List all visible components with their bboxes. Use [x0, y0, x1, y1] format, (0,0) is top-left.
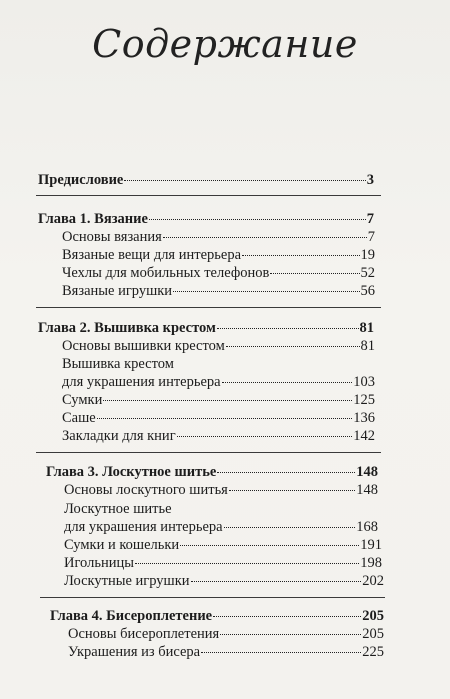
dot-leader: [103, 399, 352, 401]
toc-entry-page: 225: [362, 644, 384, 660]
toc-entry-label: для украшения интерьера: [64, 519, 223, 535]
toc-entry-label-line1: Вышивка крестом: [62, 356, 174, 372]
chapter-page: 7: [366, 211, 374, 227]
toc-entry-page: 191: [360, 537, 382, 553]
toc-entry-page: 136: [353, 410, 375, 426]
dot-leader: [226, 345, 360, 347]
toc-entry: [62, 282, 375, 300]
toc-entry-label: Украшения из бисера: [68, 644, 201, 660]
toc-entry-page: 168: [356, 519, 378, 535]
toc-entry-page: 148: [356, 482, 378, 498]
toc-entry-label: Основы вязания: [62, 229, 162, 245]
dot-leader: [270, 272, 359, 274]
toc-entry: [64, 518, 378, 536]
toc-entry: [62, 264, 375, 282]
chapter-page: 205: [362, 608, 384, 624]
toc-entry-page: 202: [362, 573, 384, 589]
dot-leader: [97, 417, 353, 419]
toc-entry-page: 142: [353, 428, 375, 444]
toc-entry-label: Лоскутные игрушки: [64, 573, 190, 589]
toc-entry: [62, 373, 375, 391]
dot-leader: [242, 254, 360, 256]
toc-entry-page: 56: [360, 283, 375, 299]
divider: [40, 597, 385, 598]
toc-entry-page: 205: [362, 626, 384, 642]
toc-entry-label: Саше: [62, 410, 96, 426]
chapter-label: Глава 4. Бисероплетение: [50, 608, 213, 624]
divider: [36, 452, 381, 453]
toc-chapter-3: [46, 463, 378, 481]
chapter-page: 148: [356, 464, 378, 480]
dot-leader: [217, 327, 359, 329]
dot-leader: [124, 179, 365, 181]
page-title: Содержание: [92, 22, 358, 66]
divider: [36, 195, 381, 196]
toc-entry-label: Сумки: [62, 392, 103, 408]
toc-entry-page: 52: [360, 265, 375, 281]
dot-leader: [222, 381, 353, 383]
toc-entry-page: 3: [366, 172, 374, 188]
toc-entry-label: Основы бисероплетения: [68, 626, 220, 642]
dot-leader: [224, 526, 356, 528]
dot-leader: [149, 218, 366, 220]
toc-entry: [64, 554, 382, 572]
chapter-page: 81: [359, 320, 374, 336]
toc-entry: [62, 409, 375, 427]
toc-entry-label: Предисловие: [38, 172, 124, 188]
toc-entry-label: Чехлы для мобильных телефонов: [62, 265, 270, 281]
toc-entry-page: 125: [353, 392, 375, 408]
toc-entry-label: Игольницы: [64, 555, 134, 571]
dot-leader: [180, 544, 359, 546]
dot-leader: [213, 615, 361, 617]
dot-leader: [173, 290, 359, 292]
divider: [36, 307, 381, 308]
toc-entry: [62, 246, 375, 264]
chapter-label: Глава 3. Лоскутное шитье: [46, 464, 217, 480]
toc-entry: [62, 228, 375, 246]
dot-leader: [229, 489, 355, 491]
toc-entry-label: Закладки для книг: [62, 428, 176, 444]
dot-leader: [177, 435, 353, 437]
dot-leader: [135, 562, 359, 564]
toc-entry: [64, 481, 378, 499]
toc-chapter-4: [50, 607, 384, 625]
toc-entry-page: 198: [360, 555, 382, 571]
toc-entry-label: Вязаные игрушки: [62, 283, 173, 299]
toc-entry-label: Основы вышивки крестом: [62, 338, 225, 354]
dot-leader: [163, 236, 367, 238]
toc-entry: [62, 337, 375, 355]
toc-entry-label: Сумки и кошельки: [64, 537, 180, 553]
toc-entry: [62, 391, 375, 409]
toc-entry-page: 103: [353, 374, 375, 390]
toc-entry: [68, 625, 384, 643]
dot-leader: [217, 471, 355, 473]
chapter-label: Глава 2. Вышивка крестом: [38, 320, 216, 336]
toc-entry: [64, 572, 384, 590]
toc-chapter-2: [38, 319, 374, 337]
toc-entry-label: для украшения интерьера: [62, 374, 221, 390]
dot-leader: [191, 580, 362, 582]
toc-entry: [64, 536, 382, 554]
toc-entry-label: Вязаные вещи для интерьера: [62, 247, 241, 263]
toc-entry: [68, 643, 384, 661]
toc-entry-preface: [38, 171, 374, 189]
dot-leader: [201, 651, 361, 653]
toc-entry-page: 19: [360, 247, 375, 263]
chapter-label: Глава 1. Вязание: [38, 211, 148, 227]
dot-leader: [220, 633, 361, 635]
toc-entry-page: 7: [367, 229, 375, 245]
toc-entry-page: 81: [360, 338, 375, 354]
toc-entry: [62, 427, 375, 445]
toc-entry-label-line1: Лоскутное шитье: [64, 501, 172, 517]
toc-entry-label: Основы лоскутного шитья: [64, 482, 228, 498]
toc-chapter-1: [38, 210, 374, 228]
